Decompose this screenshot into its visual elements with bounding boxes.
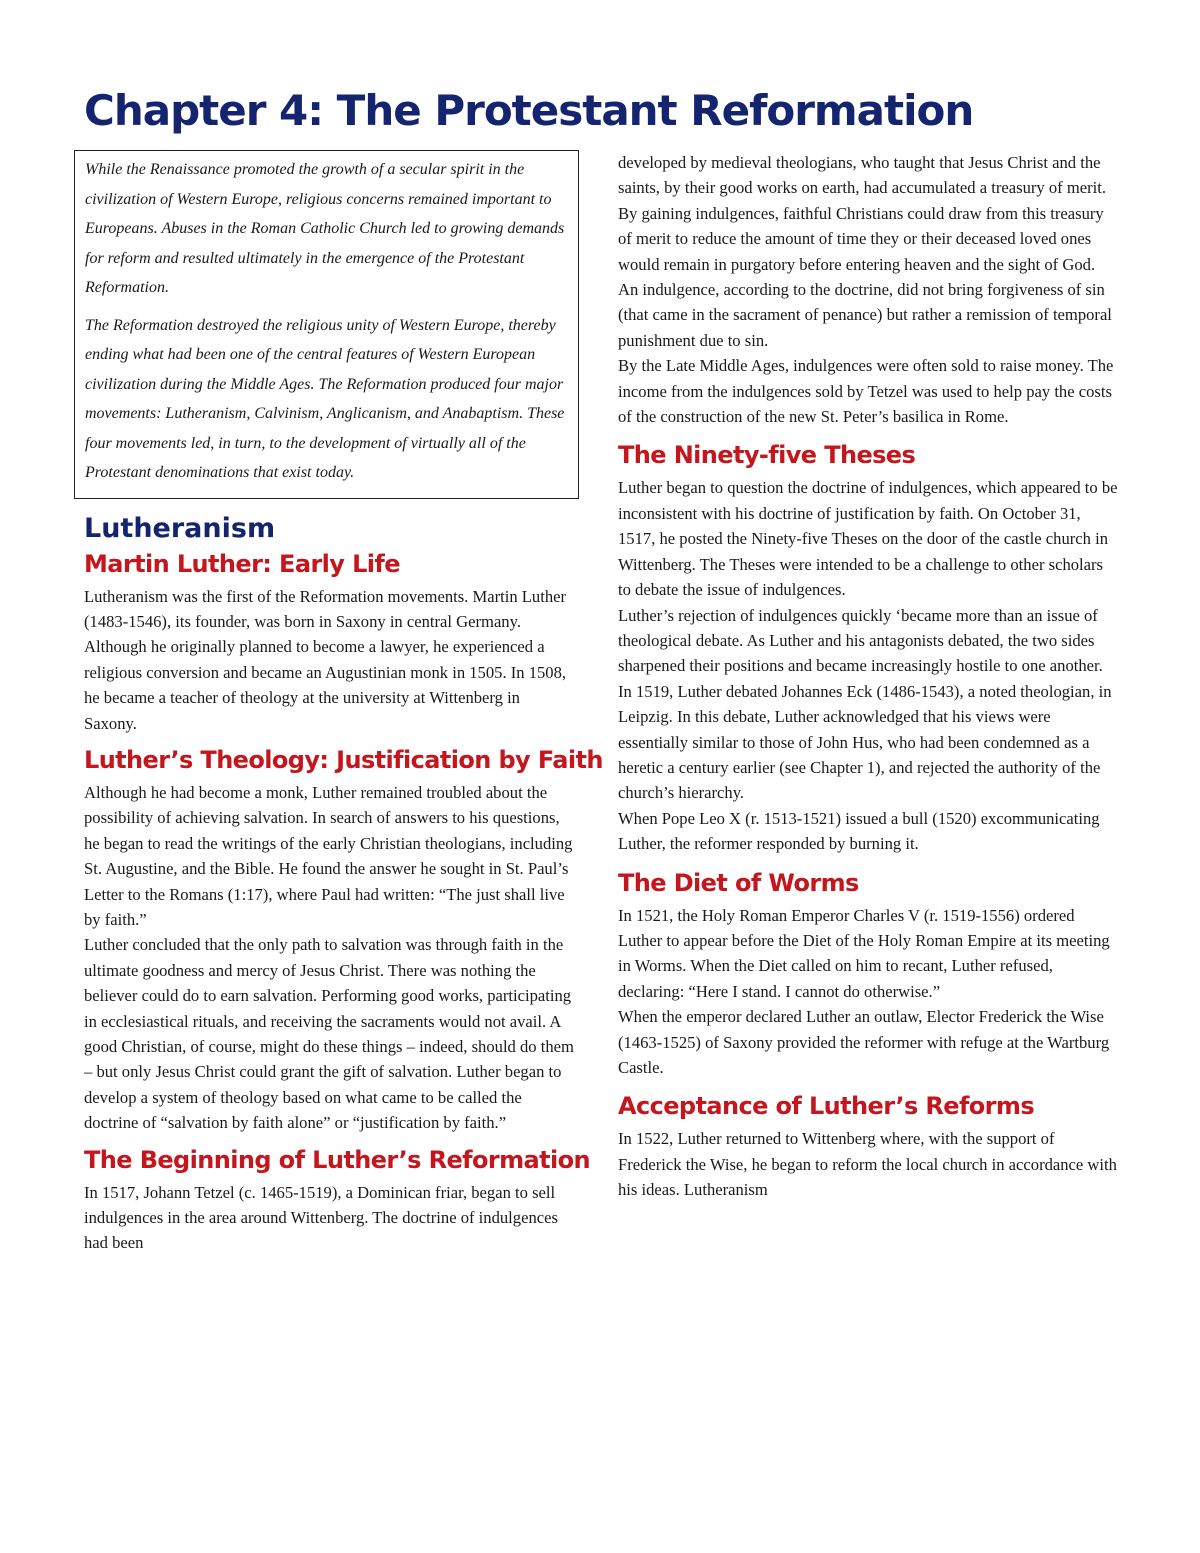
section-heading-lutheranism: Lutheranism (84, 512, 276, 544)
section-continuation (618, 150, 1118, 429)
body-paragraph: Luther’s rejection of indulgences quickly ‘became more than an issue of theological debate. As Luther and his antagonists debated, the two sides sharpened their positions and became increasingly hostile to one another. (618, 605, 1103, 676)
body-paragraph: When Pope Leo X (r. 1513-1521) issued a bull (1520) excommunicating Luther, the reformer responded by burning it. (618, 808, 1100, 854)
body-paragraph: Luther concluded that the only path to salvation was through faith in the ultimate goodness and mercy of Jesus Christ. There was nothing the believer could do to earn salvation. Performing good works, participating in ecclesiastical rituals, and receiving the sacraments would not avail. A good Christian, of course, might do these things – indeed, should do them – but only Jesus Christ could grant the gift of salvation. Luther began to develop a system of theology based on what came to be called the doctrine of “salvation by faith alone” or “justification by faith.” (84, 935, 574, 1133)
section-early-life (74, 550, 574, 736)
section-beginning (74, 1145, 590, 1256)
subsection-heading: The Beginning of Luther’s Reformation (84, 1145, 590, 1174)
subsection-heading: Acceptance of Luther’s Reforms (618, 1092, 1035, 1121)
right-column (618, 150, 1118, 1213)
page-title: Chapter 4: The Protestant Reformation (84, 86, 974, 135)
body-paragraph: When the emperor declared Luther an outlaw, Elector Frederick the Wise (1463-1525) of Saxony provided the reformer with refuge at the Wartburg Castle. (618, 1007, 1110, 1077)
subsection-heading: Luther’s Theology: Justification by Faith (84, 745, 603, 774)
body-paragraph: Although he had become a monk, Luther remained troubled about the possibility of achieving salvation. In search of answers to his questions, he began to read the writings of the early Christian theologians, including St. Augustine, and the Bible. He found the answer he sought in St. Paul’s Letter to the Romans (1:17), where Paul had written: “The just shall live by faith.” (84, 782, 573, 929)
subsection-heading: The Diet of Worms (618, 868, 859, 897)
body-paragraph: developed by medieval theologians, who taught that Jesus Christ and the saints, by their good works on earth, had accumulated a treasury of merit. By gaining indulgences, faithful Christians could draw from this treasury of merit to reduce the amount of time they or their deceased loved ones would remain in purgatory before entering heaven and the sight of God. An indulgence, according to the doctrine, did not bring forgiveness of sin (that came in the sacrament of penance) but rather a remission of temporal punishment due to sin. (618, 153, 1112, 350)
body-paragraph: Luther began to question the doctrine of indulgences, which appeared to be inconsistent with his doctrine of justification by faith. On October 31, 1517, he posted the Ninety-five Theses on the door of the castle church in Wittenberg. The Theses were intended to be a challenge to other scholars to debate the issue of indulgences. (618, 478, 1118, 600)
intro-paragraph: While the Renaissance promoted the growth of a secular spirit in the civilization of Western Europe, religious concerns remained important to Europeans. Abuses in the Roman Catholic Church led to growing demands for reform and resulted ultimately in the emergence of the Protestant Reformation. (85, 161, 565, 296)
body-paragraph: In 1521, the Holy Roman Emperor Charles V (r. 1519-1556) ordered Luther to appear before the Diet of the Holy Roman Empire at its meeting in Worms. When the Diet called on him to recant, Luther refused, declaring: “Here I stand. I cannot do otherwise.” (618, 905, 1110, 1001)
left-column (74, 150, 603, 1266)
body-paragraph: In 1517, Johann Tetzel (c. 1465-1519), a Dominican friar, began to sell indulgences in the area around Wittenberg. The doctrine of indulgences had been (84, 1182, 558, 1253)
body-paragraph: In 1522, Luther returned to Wittenberg where, with the support of Frederick the Wise, he began to reform the local church in accordance with his ideas. Lutheranism (618, 1129, 1117, 1200)
section-ninety-five-theses (618, 441, 1118, 856)
intro-paragraph: The Reformation destroyed the religious unity of Western Europe, thereby ending what had been one of the central features of Western European civilization during the Middle Ages. The Reformation produced four major movements: Lutheranism, Calvinism, Anglicanism, and Anabaptism. These four movements led, in turn, to the development of virtually all of the Protestant denominations that exist today. (85, 316, 565, 481)
subsection-heading: The Ninety-five Theses (618, 441, 916, 470)
body-paragraph: In 1519, Luther debated Johannes Eck (1486-1543), a noted theologian, in Leipzig. In this debate, Luther acknowledged that his views were essentially similar to those of John Hus, who had been condemned as a heretic a century earlier (see Chapter 1), and rejected the authority of the church’s hierarchy. (618, 681, 1112, 803)
section-diet-of-worms (618, 869, 1118, 1081)
intro-box (74, 150, 579, 499)
section-theology (74, 745, 603, 1136)
subsection-heading: Martin Luther: Early Life (84, 549, 400, 578)
body-paragraph: By the Late Middle Ages, indulgences were often sold to raise money. The income from the indulgences sold by Tetzel was used to help pay the costs of the construction of the new St. Peter’s basilica in Rome. (618, 356, 1114, 427)
body-paragraph: Lutheranism was the first of the Reformation movements. Martin Luther (1483-1546), its founder, was born in Saxony in central Germany. Although he originally planned to become a lawyer, he experienced a religious conversion and became an Augustinian monk in 1505. In 1508, he became a teacher of theology at the university at Wittenberg in Saxony. (84, 586, 567, 733)
section-acceptance (618, 1092, 1118, 1202)
